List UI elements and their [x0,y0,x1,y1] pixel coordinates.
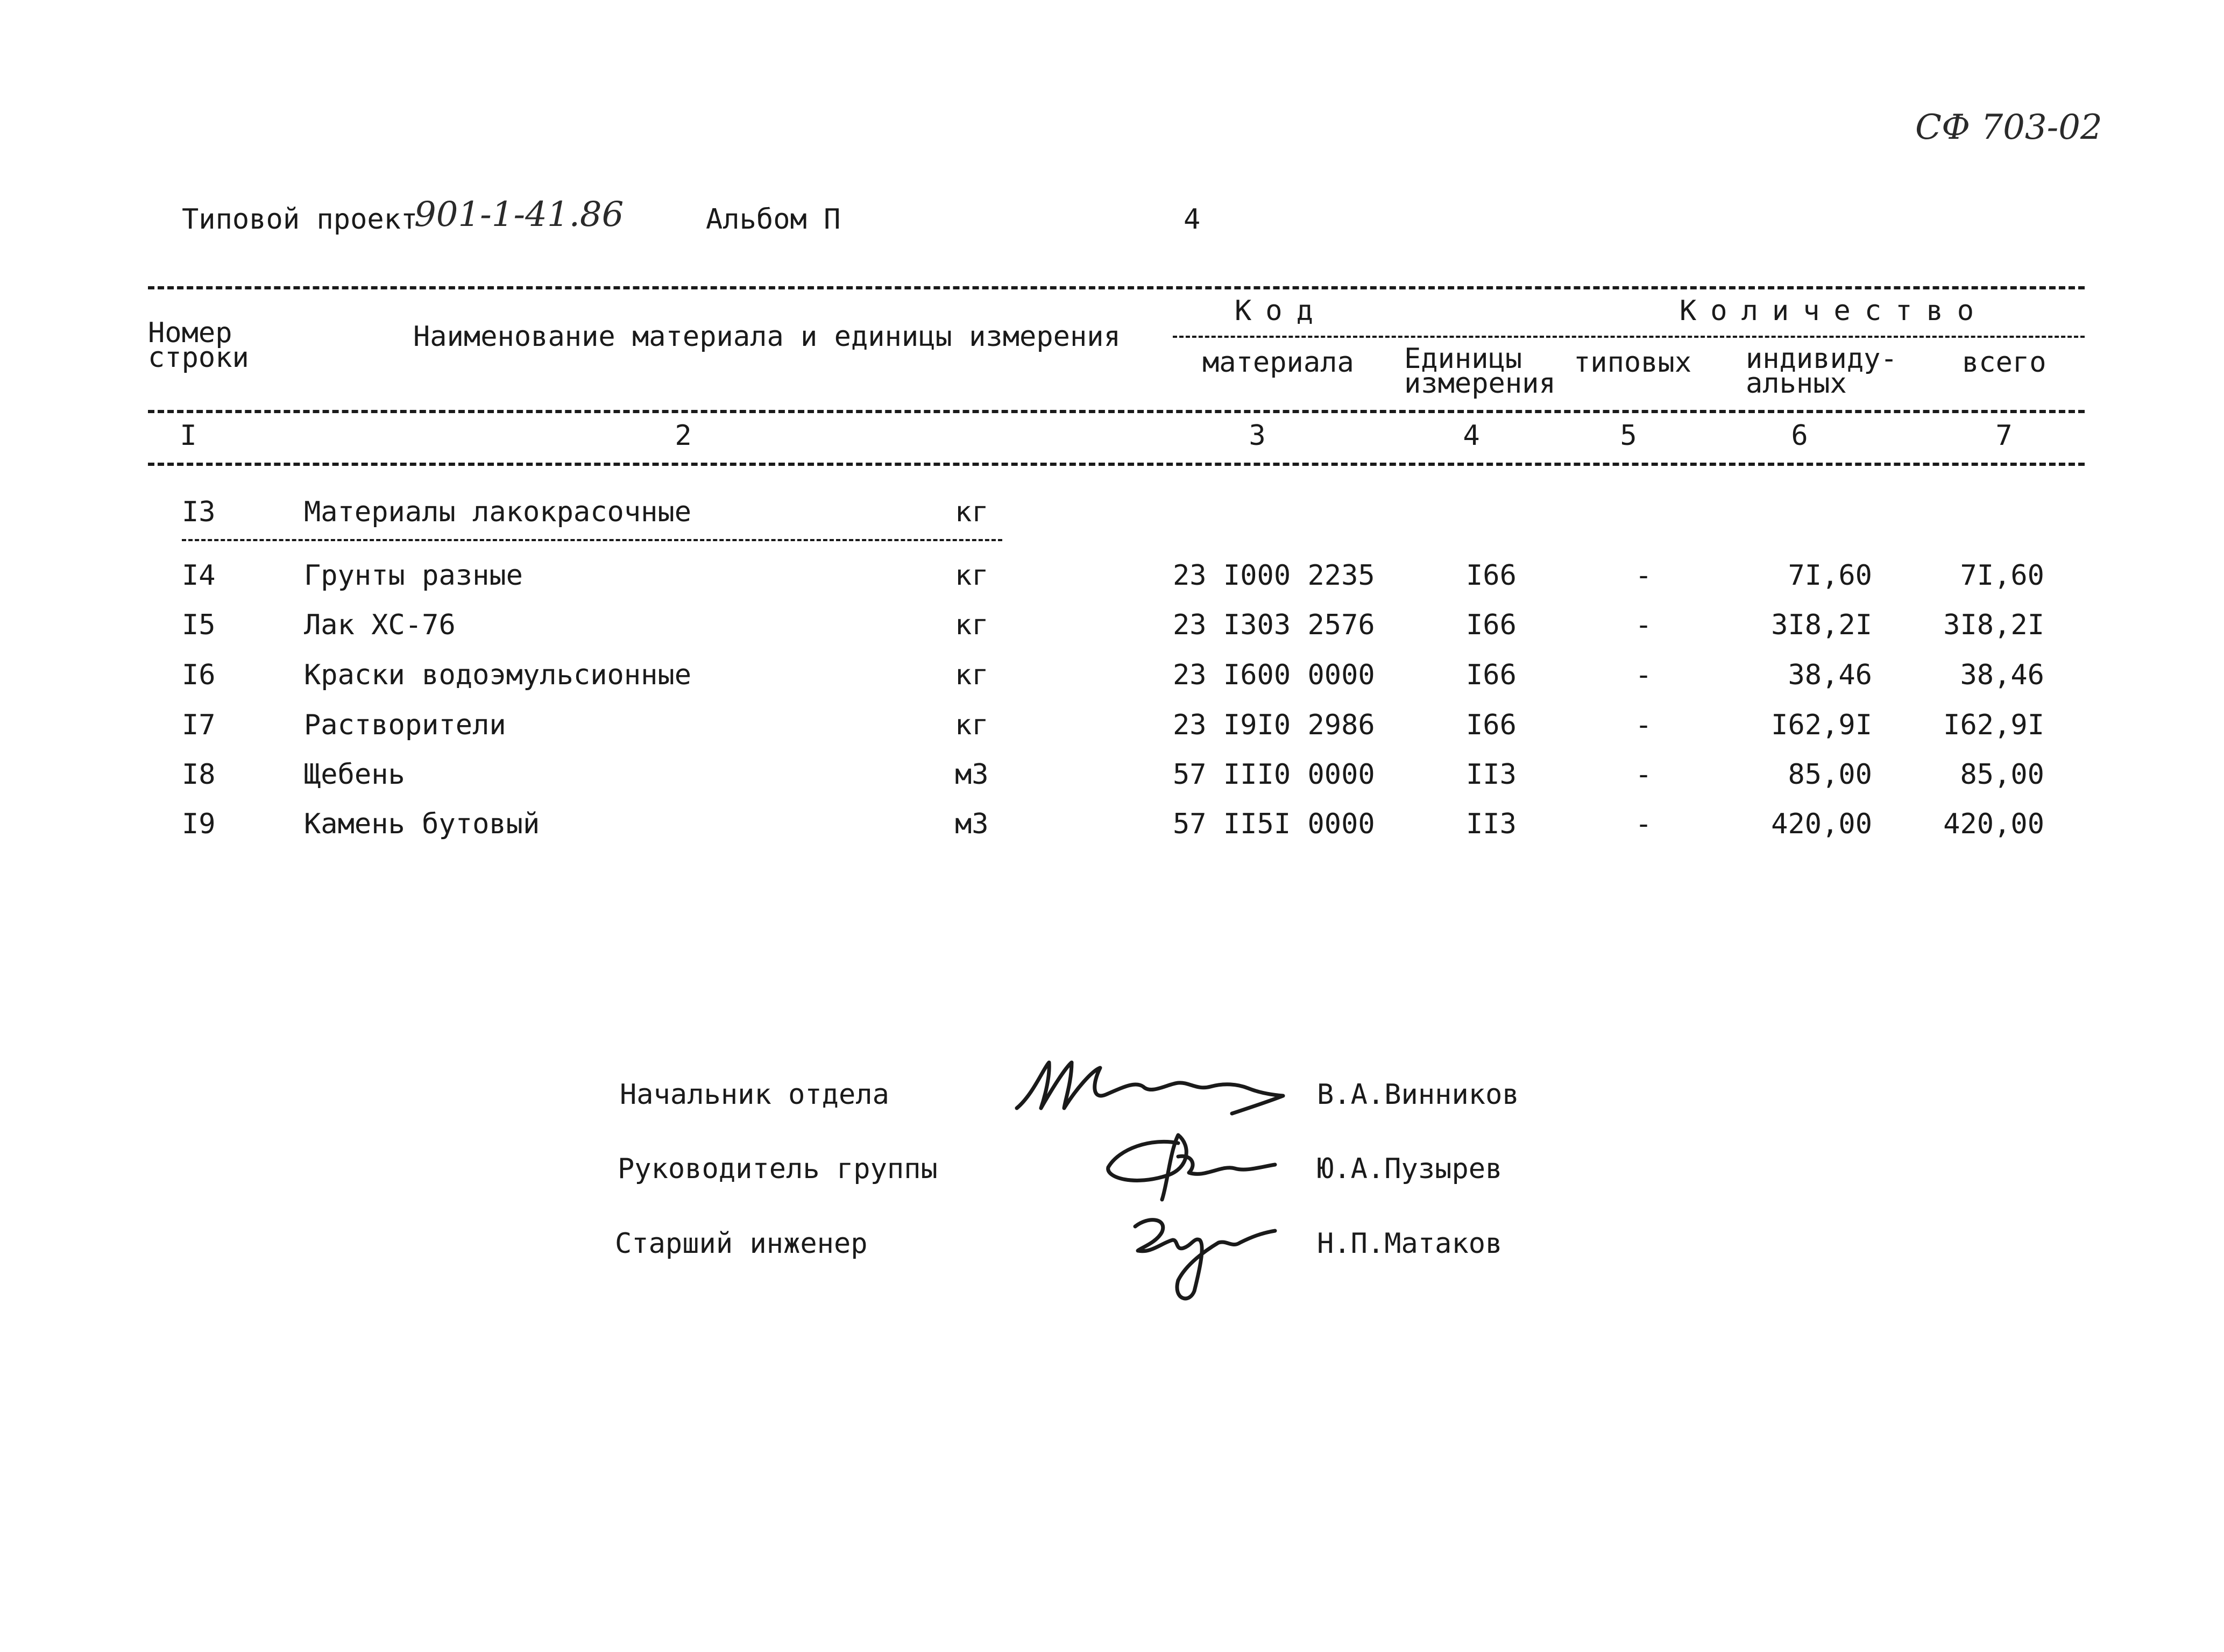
page-number: 4 [1184,203,1201,236]
row-number: I7 [182,709,216,741]
typical-qty: - [1635,709,1652,741]
measurement-unit: кг [955,559,989,592]
material-code: 23 I600 0000 [1173,659,1375,691]
album-label: Альбом П [706,203,841,236]
total-qty: 3I8,2I [1943,609,2044,641]
col-number-2: 2 [675,420,692,452]
signature-mark [1097,1124,1280,1205]
individual-qty: I62,9I [1771,709,1872,741]
project-label: Типовой проект [182,203,418,236]
signatory-name: В.А.Винников [1317,1079,1519,1111]
document-stamp: СФ 703-02 [1915,108,2102,147]
col-unit-header [1404,343,1556,400]
material-code: 57 II5I 0000 [1173,808,1375,840]
header-bottom-rule [148,410,2085,413]
row-number: I8 [182,758,216,791]
material-code: 23 I9I0 2986 [1173,709,1375,741]
individual-qty: 85,00 [1788,758,1872,791]
col-number-5: 5 [1620,420,1637,452]
total-qty: 38,46 [1960,659,2044,691]
col-number-3: 3 [1249,420,1266,452]
col-number-6: 6 [1791,420,1808,452]
measurement-unit: кг [955,709,989,741]
signatory-name: Н.П.Матаков [1317,1228,1503,1260]
col-individual-line2: альных [1746,367,1847,400]
unit-code: I66 [1466,709,1517,741]
col-typical-header: типовых [1574,346,1692,379]
col-name-header: Наименование материала и единицы измерения [413,321,1121,353]
material-code: 23 I303 2576 [1173,609,1375,641]
col-number-4: 4 [1463,420,1480,452]
typical-qty: - [1635,758,1652,791]
typical-qty: - [1635,559,1652,592]
measurement-unit: м3 [955,758,989,791]
measurement-unit: кг [955,659,989,691]
col-row-no-header [148,317,249,374]
material-name: Краски водоэмульсионные [304,659,692,691]
unit-code: II3 [1466,808,1517,840]
signatory-name: Ю.А.Пузырев [1317,1153,1503,1185]
subheader-rule [1173,336,2085,338]
measurement-unit: кг [955,609,989,641]
col-material-header: материала [1202,346,1354,379]
individual-qty: 420,00 [1771,808,1872,840]
unit-code: I66 [1466,659,1517,691]
material-name: Щебень [304,758,405,791]
total-qty: I62,9I [1943,709,2044,741]
measurement-unit: м3 [955,808,989,840]
col-individual-header [1746,343,1897,400]
material-name: Растворители [304,709,506,741]
row-number: I3 [182,496,216,528]
unit-code: I66 [1466,559,1517,592]
section-underline [182,539,1002,541]
col-unit-line1: Единицы [1404,343,1522,375]
typical-qty: - [1635,609,1652,641]
individual-qty: 7I,60 [1788,559,1872,592]
col-row-no-line2: строки [148,342,249,374]
quantity-group-header: Количество [1680,295,1988,327]
row-number: I9 [182,808,216,840]
signature-mark [1011,1057,1291,1122]
signatory-role: Начальник отдела [620,1079,889,1111]
col-number-7: 7 [1995,420,2013,452]
row-number: I5 [182,609,216,641]
row-number: I4 [182,559,216,592]
col-unit-line2: измерения [1404,367,1556,400]
signatory-role: Старший инженер [615,1228,868,1260]
typical-qty: - [1635,659,1652,691]
col-individual-line1: индивиду- [1746,343,1897,375]
unit-code: I66 [1466,609,1517,641]
row-number: I6 [182,659,216,691]
signatory-role: Руководитель группы [618,1153,938,1185]
total-qty: 85,00 [1960,758,2044,791]
measurement-unit: кг [955,496,989,528]
individual-qty: 3I8,2I [1771,609,1872,641]
col-row-no-line1: Номер [148,317,232,349]
column-numbers-rule [148,463,2085,466]
material-code: 57 III0 0000 [1173,758,1375,791]
code-group-header: Код [1235,295,1327,327]
project-number: 901-1-41.86 [414,195,624,235]
material-name: Материалы лакокрасочные [304,496,692,528]
table-top-rule [148,286,2085,289]
total-qty: 7I,60 [1960,559,2044,592]
typical-qty: - [1635,808,1652,840]
material-name: Камень бутовый [304,808,540,840]
col-number-1: I [180,420,197,452]
total-qty: 420,00 [1943,808,2044,840]
material-name: Лак ХС-76 [304,609,456,641]
col-total-header: всего [1962,346,2046,379]
unit-code: II3 [1466,758,1517,791]
material-name: Грунты разные [304,559,523,592]
signature-mark [1124,1200,1280,1307]
material-code: 23 I000 2235 [1173,559,1375,592]
individual-qty: 38,46 [1788,659,1872,691]
